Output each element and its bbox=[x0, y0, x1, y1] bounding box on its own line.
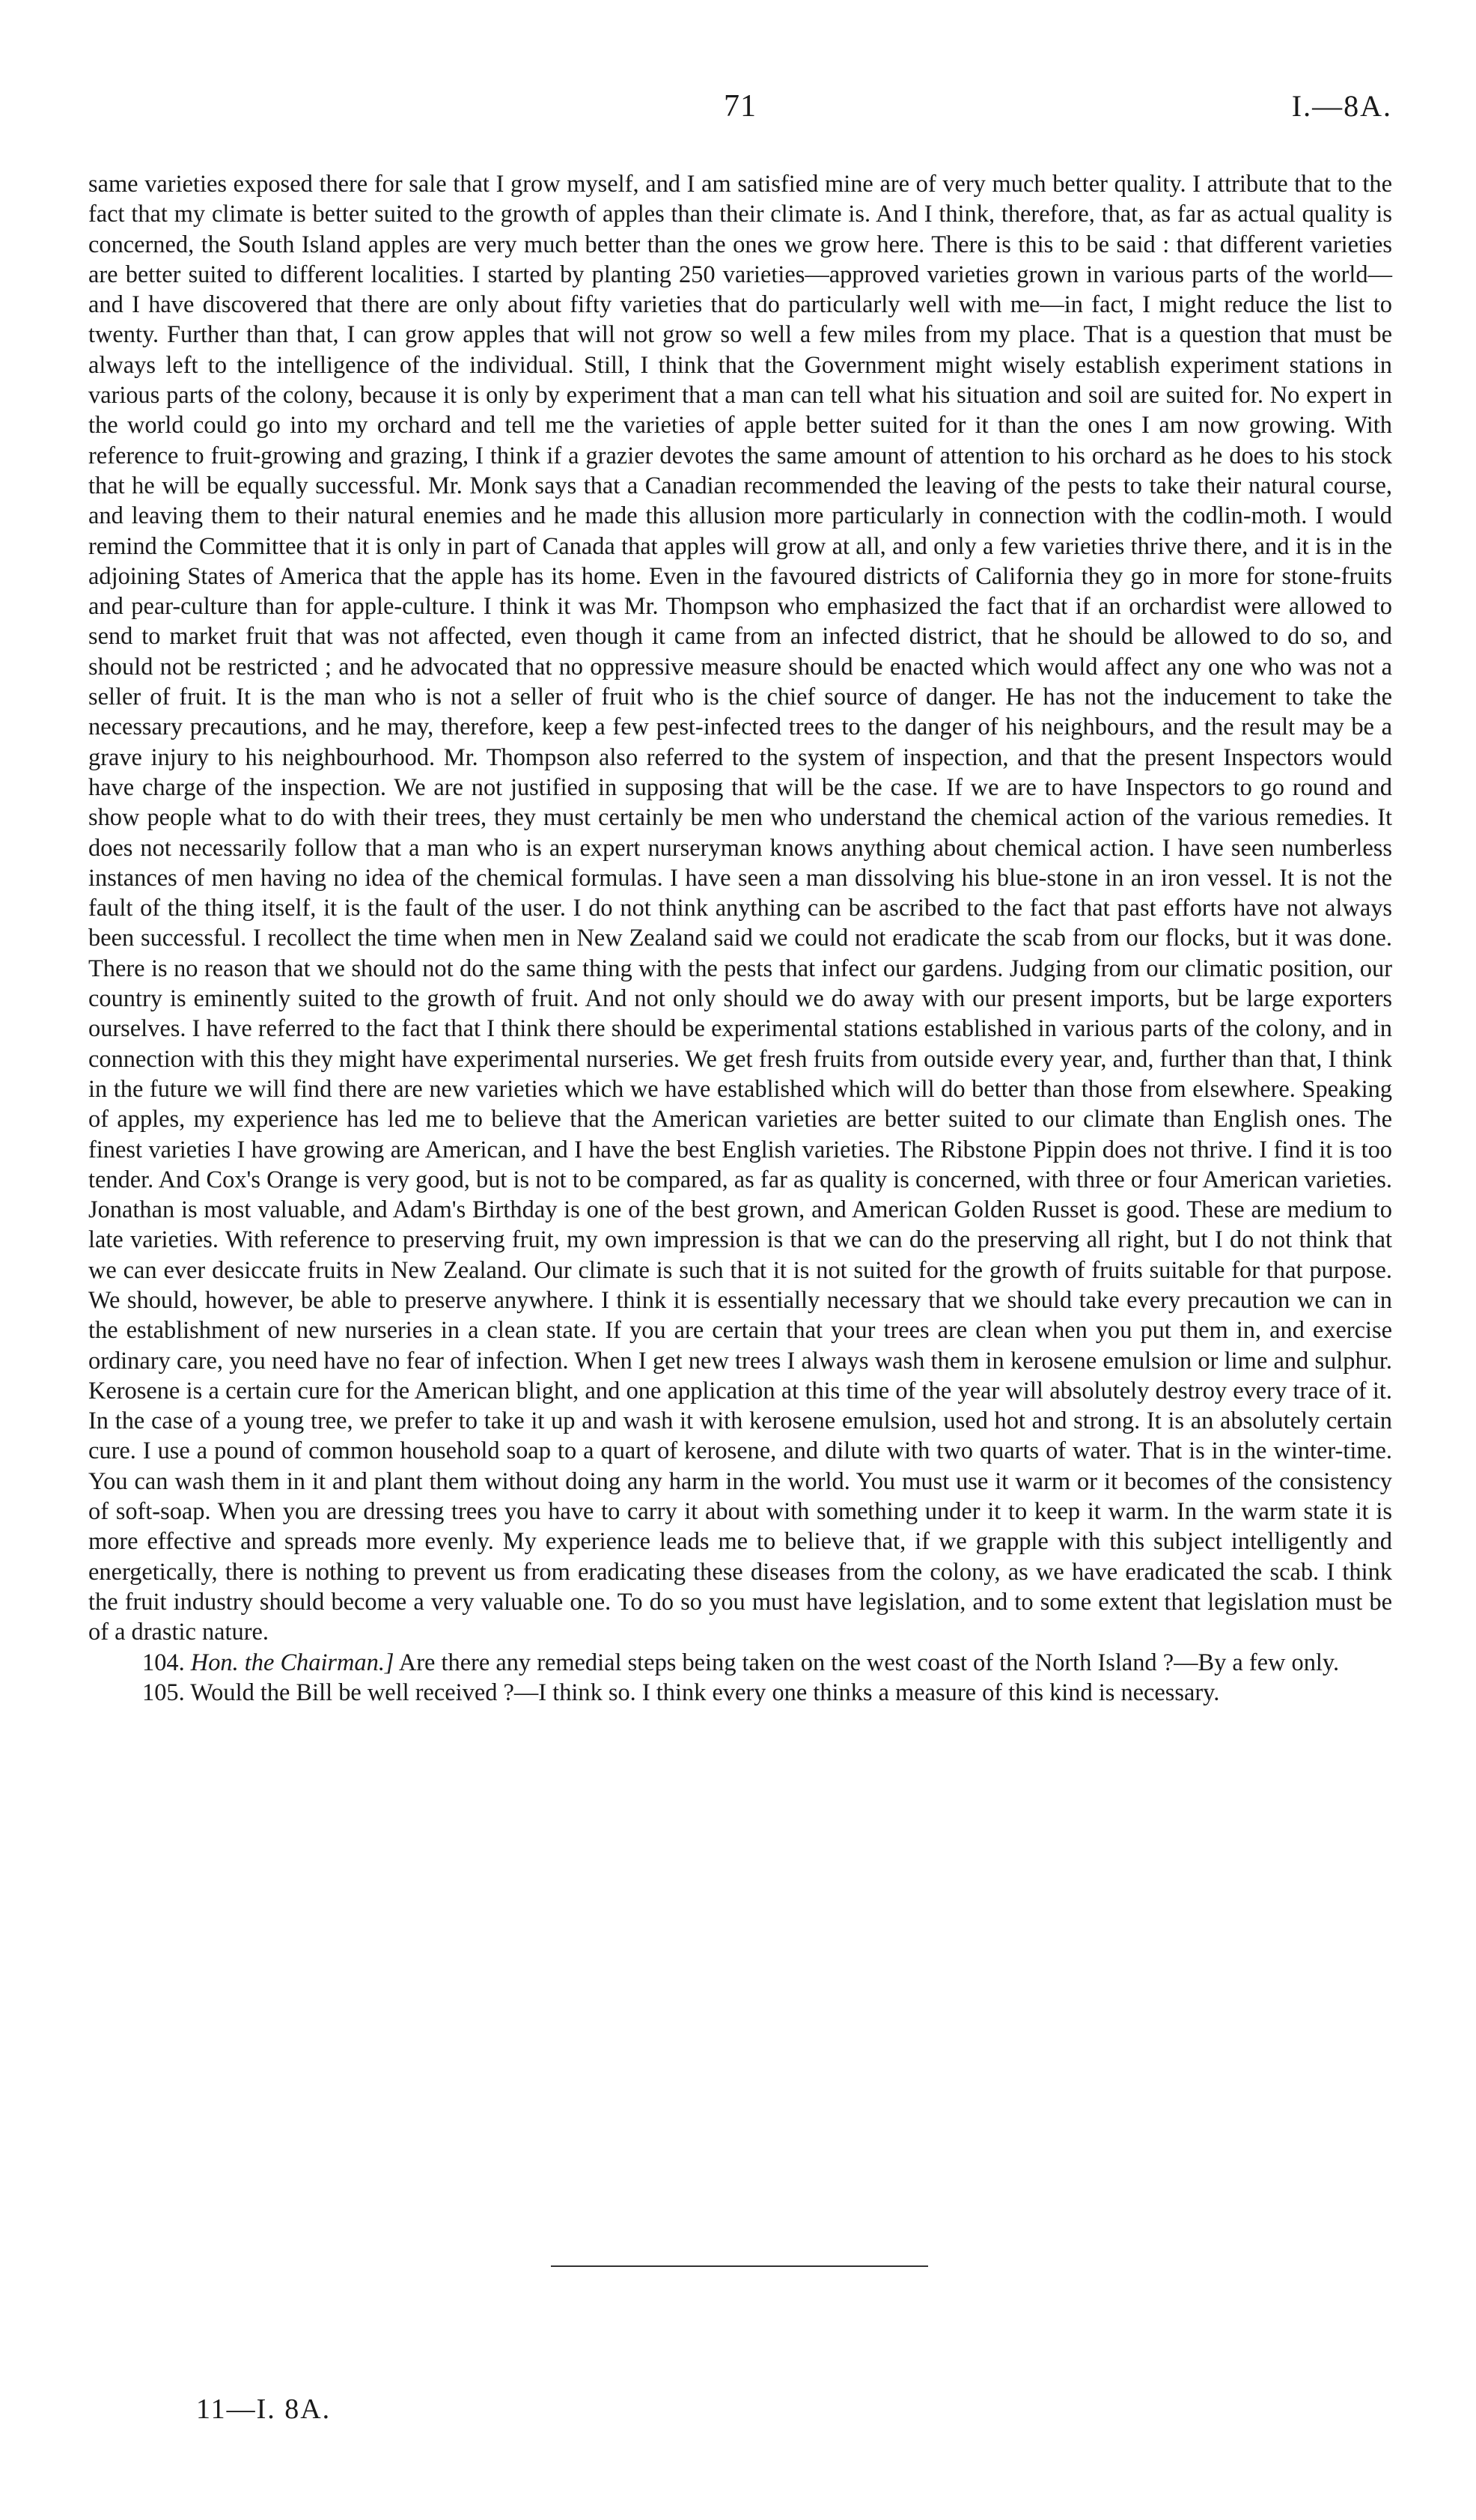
question-text: Are there any remedial steps being taken on the west coast of the North Island ?—By a few only. bbox=[398, 1649, 1340, 1676]
question-number: 105. bbox=[142, 1679, 185, 1706]
question-speaker: Hon. the Chairman.] bbox=[190, 1649, 394, 1676]
section-divider bbox=[551, 2265, 928, 2267]
question-105 bbox=[88, 1678, 1392, 1708]
document-reference: I.—8A. bbox=[1291, 89, 1392, 123]
main-paragraph: same varieties exposed there for sale that I grow myself, and I am satisfied mine are of very much better quality. I attribute that to the fact that my climate is better suited to the growth of apples than their climate is. And I think, therefore, that, as far as actual quality is concerned, the South Island apples are very much better than the ones we grow here. There is this to be said : that different varieties are better suited to different localities. I started by planting 250 varieties—approved varieties grown in various parts of the world—and I have discovered that there are only about fifty varieties that do particularly well with me—in fact, I might reduce the list to twenty. Further than that, I can grow apples that will not grow so well a few miles from my place. That is a question that must be always left to the intelligence of the individual. Still, I think that the Government might wisely establish experiment stations in various parts of the colony, because it is only by experiment that a man can tell what his situation and soil are suited for. No expert in the world could go into my orchard and tell me the varieties of apple better suited for it than the ones I am now growing. With reference to fruit-growing and grazing, I think if a grazier devotes the same amount of attention to his orchard as he does to his stock that he will be equally successful. Mr. Monk says that a Canadian recommended the leaving of the pests to take their natural course, and leaving them to their natural enemies and he made this allusion more particularly in connection with the codlin-moth. I would remind the Committee that it is only in part of Canada that apples will grow at all, and only a few varieties thrive there, and it is in the adjoining States of America that the apple has its home. Even in the favoured districts of California they go in more for stone-fruits and pear-culture than for apple-culture. I think it was Mr. Thompson who emphasized the fact that if an orchardist were allowed to send to market fruit that was not affected, even though it came from an infected district, that he should be allowed to do so, and should not be restricted ; and he advocated that no oppressive measure should be enacted which would affect any one who was not a seller of fruit. It is the man who is not a seller of fruit who is the chief source of danger. He has not the inducement to take the necessary precautions, and he may, therefore, keep a few pest-infected trees to the danger of his neighbours, and the result may be a grave injury to his neighbourhood. Mr. Thompson also referred to the system of inspection, and that the present Inspectors would have charge of the inspection. We are not justified in supposing that will be the case. If we are to have Inspectors to go round and show people what to do with their trees, they must certainly be men who understand the chemical action of the various remedies. It does not necessarily follow that a man who is an expert nurseryman knows anything about chemical action. I have seen numberless instances of men having no idea of the chemical formulas. I have seen a man dissolving his blue-stone in an iron vessel. It is not the fault of the thing itself, it is the fault of the user. I do not think anything can be ascribed to the fact that past efforts have not always been successful. I recollect the time when men in New Zealand said we could not eradicate the scab from our flocks, but it was done. There is no reason that we should not do the same thing with the pests that infect our gardens. Judging from our climatic position, our country is eminently suited to the growth of fruit. And not only should we do away with our present imports, but be large exporters ourselves. I have referred to the fact that I think there should be experimental stations established in various parts of the colony, and in connection with this they might have experimental nurseries. We get fresh fruits from outside every year, and, further than that, I think in the future we will find there are new varieties which we have established which will do better than those from elsewhere. Speaking of apples, my experience has led me to believe that the American varieties are better suited to our climate than English ones. The finest varieties I have growing are American, and I have the best English varieties. The Ribstone Pippin does not thrive. I find it is too tender. And Cox's Orange is very good, but is not to be compared, as far as quality is concerned, with three or four American varieties. Jonathan is most valuable, and Adam's Birthday is one of the best grown, and American Golden Russet is good. These are medium to late varieties. With reference to preserving fruit, my own impression is that we can do the preserving all right, but I do not think that we can ever desiccate fruits in New Zealand. Our climate is such that it is not suited for the growth of fruits suitable for that purpose. We should, however, be able to preserve anywhere. I think it is essentially necessary that we should take every precaution we can in the establishment of new nurseries in a clean state. If you are certain that your trees are clean when you put them in, and exercise ordinary care, you need have no fear of infection. When I get new trees I always wash them in kerosene emulsion or lime and sulphur. Kerosene is a certain cure for the American blight, and one application at this time of the year will absolutely destroy every trace of it. In the case of a young tree, we prefer to take it up and wash it with kerosene emulsion, used hot and strong. It is an absolutely certain cure. I use a pound of common household soap to a quart of kerosene, and dilute with two quarts of water. That is in the winter-time. You can wash them in it and plant them without doing any harm in the world. You must use it warm or it becomes of the consistency of soft-soap. When you are dressing trees you have to carry it about with something under it to keep it warm. In the warm state it is more effective and spreads more evenly. My experience leads me to believe that, if we grapple with this subject intelligently and energetically, there is nothing to prevent us from eradicating these diseases from the colony, as we have eradicated the scab. I think the fruit industry should become a very valuable one. To do so you must have legislation, and to some extent that legislation must be of a drastic nature. bbox=[88, 171, 1392, 1646]
footer-reference: 11—I. 8A. bbox=[196, 2393, 332, 2425]
question-104 bbox=[88, 1648, 1392, 1678]
question-text: Would the Bill be well received ?—I think so. I think every one thinks a measure of this kind is necessary. bbox=[190, 1679, 1220, 1706]
question-number: 104. bbox=[142, 1649, 185, 1676]
page-header bbox=[88, 88, 1392, 133]
page-number: 71 bbox=[724, 89, 757, 124]
body-text bbox=[88, 169, 1392, 1708]
